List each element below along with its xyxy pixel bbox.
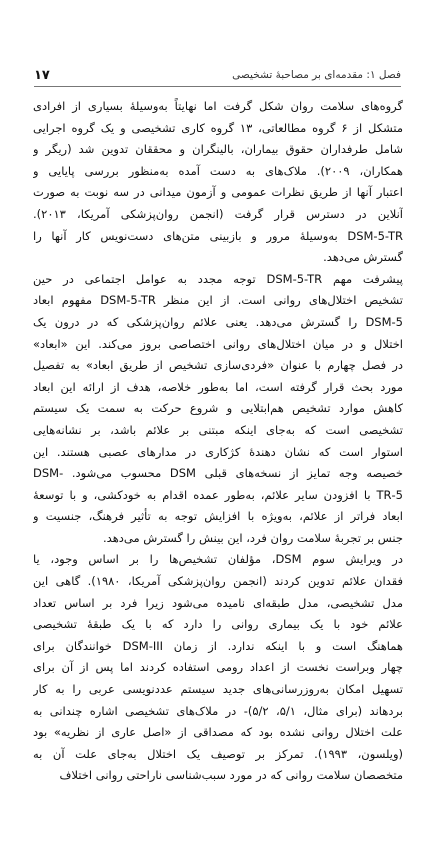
text-line: تشخیصی است که به‌جای اینکه مبتنی بر علائم باشد، بر نشانه‌هایی [33, 422, 403, 437]
text-line: هماهنگ است و با اینکه ندارد. از زمان DSM-III خوانندگان برای [33, 638, 403, 653]
text-line: خصیصه وجه تمایز از نسخه‌های قبلی DSM محسوب می‌شود. -DSM [33, 466, 403, 481]
page-header [34, 68, 401, 87]
text-line: گسترش می‌دهد. [323, 250, 403, 265]
text-line: (ویلسون، ۱۹۹۳). تمرکز بر توصیف یک اختلال به‌جای علت آن به [33, 746, 403, 761]
text-line: تشخیص اختلال‌های روانی است. از این منظر DSM-5-TR مفهوم ابعاد [33, 293, 403, 308]
text-line: در فصل چهارم با عنوان «فردی‌سازی تشخیص از طریق ابعاد» به تفصیل [33, 358, 403, 373]
text-line: علت اختلال روانی نشده بود که مصداقی از «اصل عاری از نظریه» بود [33, 725, 403, 740]
text-line: پیشرفت مهم DSM-5-TR توجه مجدد به عوامل اجتماعی در حین [33, 271, 403, 286]
text-line: همکاران، ۲۰۰۹). ملاک‌های به دست آمده به‌منظور بررسی پایایی و [33, 163, 403, 178]
text-line: 5-TR با افزودن سایر علائم، به‌طور عمده اقدام به خودکشی، و با توسعهٔ [33, 487, 403, 502]
text-line: تسهیل امکان به‌روزرسانی‌های جدید سیستم عددنویسی عربی را به کار [33, 682, 403, 697]
text-line: مورد بحث قرار گرفته است، اما به‌طور خلاصه، هدف از ارائه این ابعاد [33, 379, 403, 394]
body-text [33, 96, 403, 787]
text-line: در ویرایش سوم DSM، مؤلفان تشخیص‌ها را بر اساس وجود، یا [33, 552, 403, 567]
text-line: DSM-5-TR به‌وسیلهٔ مرور و بازبینی متن‌های دست‌نویس کار آنها را [33, 228, 403, 243]
text-line: علائم خود با یک بیماری روانی را دارد که با یک طبقهٔ تشخیصی [33, 617, 403, 632]
text-line: جنس بر تجربهٔ سلامت روان فرد، این بینش را گسترش می‌دهد. [103, 530, 403, 545]
text-line: اختلال و در میان اختلال‌های روانی اختصاصی بروز می‌کند. این «ابعاد» [33, 336, 403, 351]
text-line: کاهش موارد تشخیص هم‌ابتلایی و شروع حرکت به سمت یک سیستم [33, 401, 403, 416]
text-line: متشکل از ۶ گروه مطالعاتی، ۱۳ گروه کاری تشخیصی و یک گروه اجرایی [33, 120, 403, 135]
text-line: DSM-5 را گسترش می‌دهد. یعنی علائم روان‌پزشکی که در درون یک [33, 314, 403, 329]
text-line: آنلاین در دسترس قرار گرفت (انجمن روان‌پزشکی آمریکا، ۲۰۱۳). [33, 206, 403, 221]
text-line: استوار است که نشان دهندهٔ کژکاری در مدارهای عصبی هستند. این [33, 444, 403, 459]
page-number: ۱۷ [34, 68, 50, 83]
text-line: گروه‌های سلامت روان شکل گرفت اما نهایتاً به‌وسیلهٔ بسیاری از افرادی [33, 99, 403, 113]
text-line: چهار وبراست نخست از اعداد رومی استفاده کردند اما پس از آن برای [33, 660, 403, 675]
running-title: فصل ۱: مقدمه‌ای بر مصاحبهٔ تشخیصی [232, 69, 401, 81]
text-line: شامل طرفداران حقوق بیماران، بالینگران و محققان تدوین شد (ریگر و [33, 142, 403, 157]
text-line: مدل تشخیصی، مدل طبقه‌ای نامیده می‌شود زیرا فرد بر اساس تعداد [33, 595, 403, 610]
text-line: فقدان علائم تدوین کردند (انجمن روان‌پزشکی آمریکا، ۱۹۸۰). گاهی این [33, 574, 403, 589]
text-line: متخصصان سلامت روانی که در مورد سبب‌شناسی ناراحتی روانی اختلاف [59, 768, 403, 783]
text-line: اعتبار آنها از طریق نظرات عمومی و آزمون میدانی در سه نوبت به صورت [33, 185, 403, 200]
text-line: ابعاد فراتر از علائم، به‌ویژه با افزایش توجه به تأثیر فرهنگ، جنسیت و [33, 509, 403, 524]
text-line: بردهاند (برای مثال، ۵/۱، ۵/۲)- در ملاک‌های تشخیصی اشاره چندانی به [33, 703, 403, 718]
